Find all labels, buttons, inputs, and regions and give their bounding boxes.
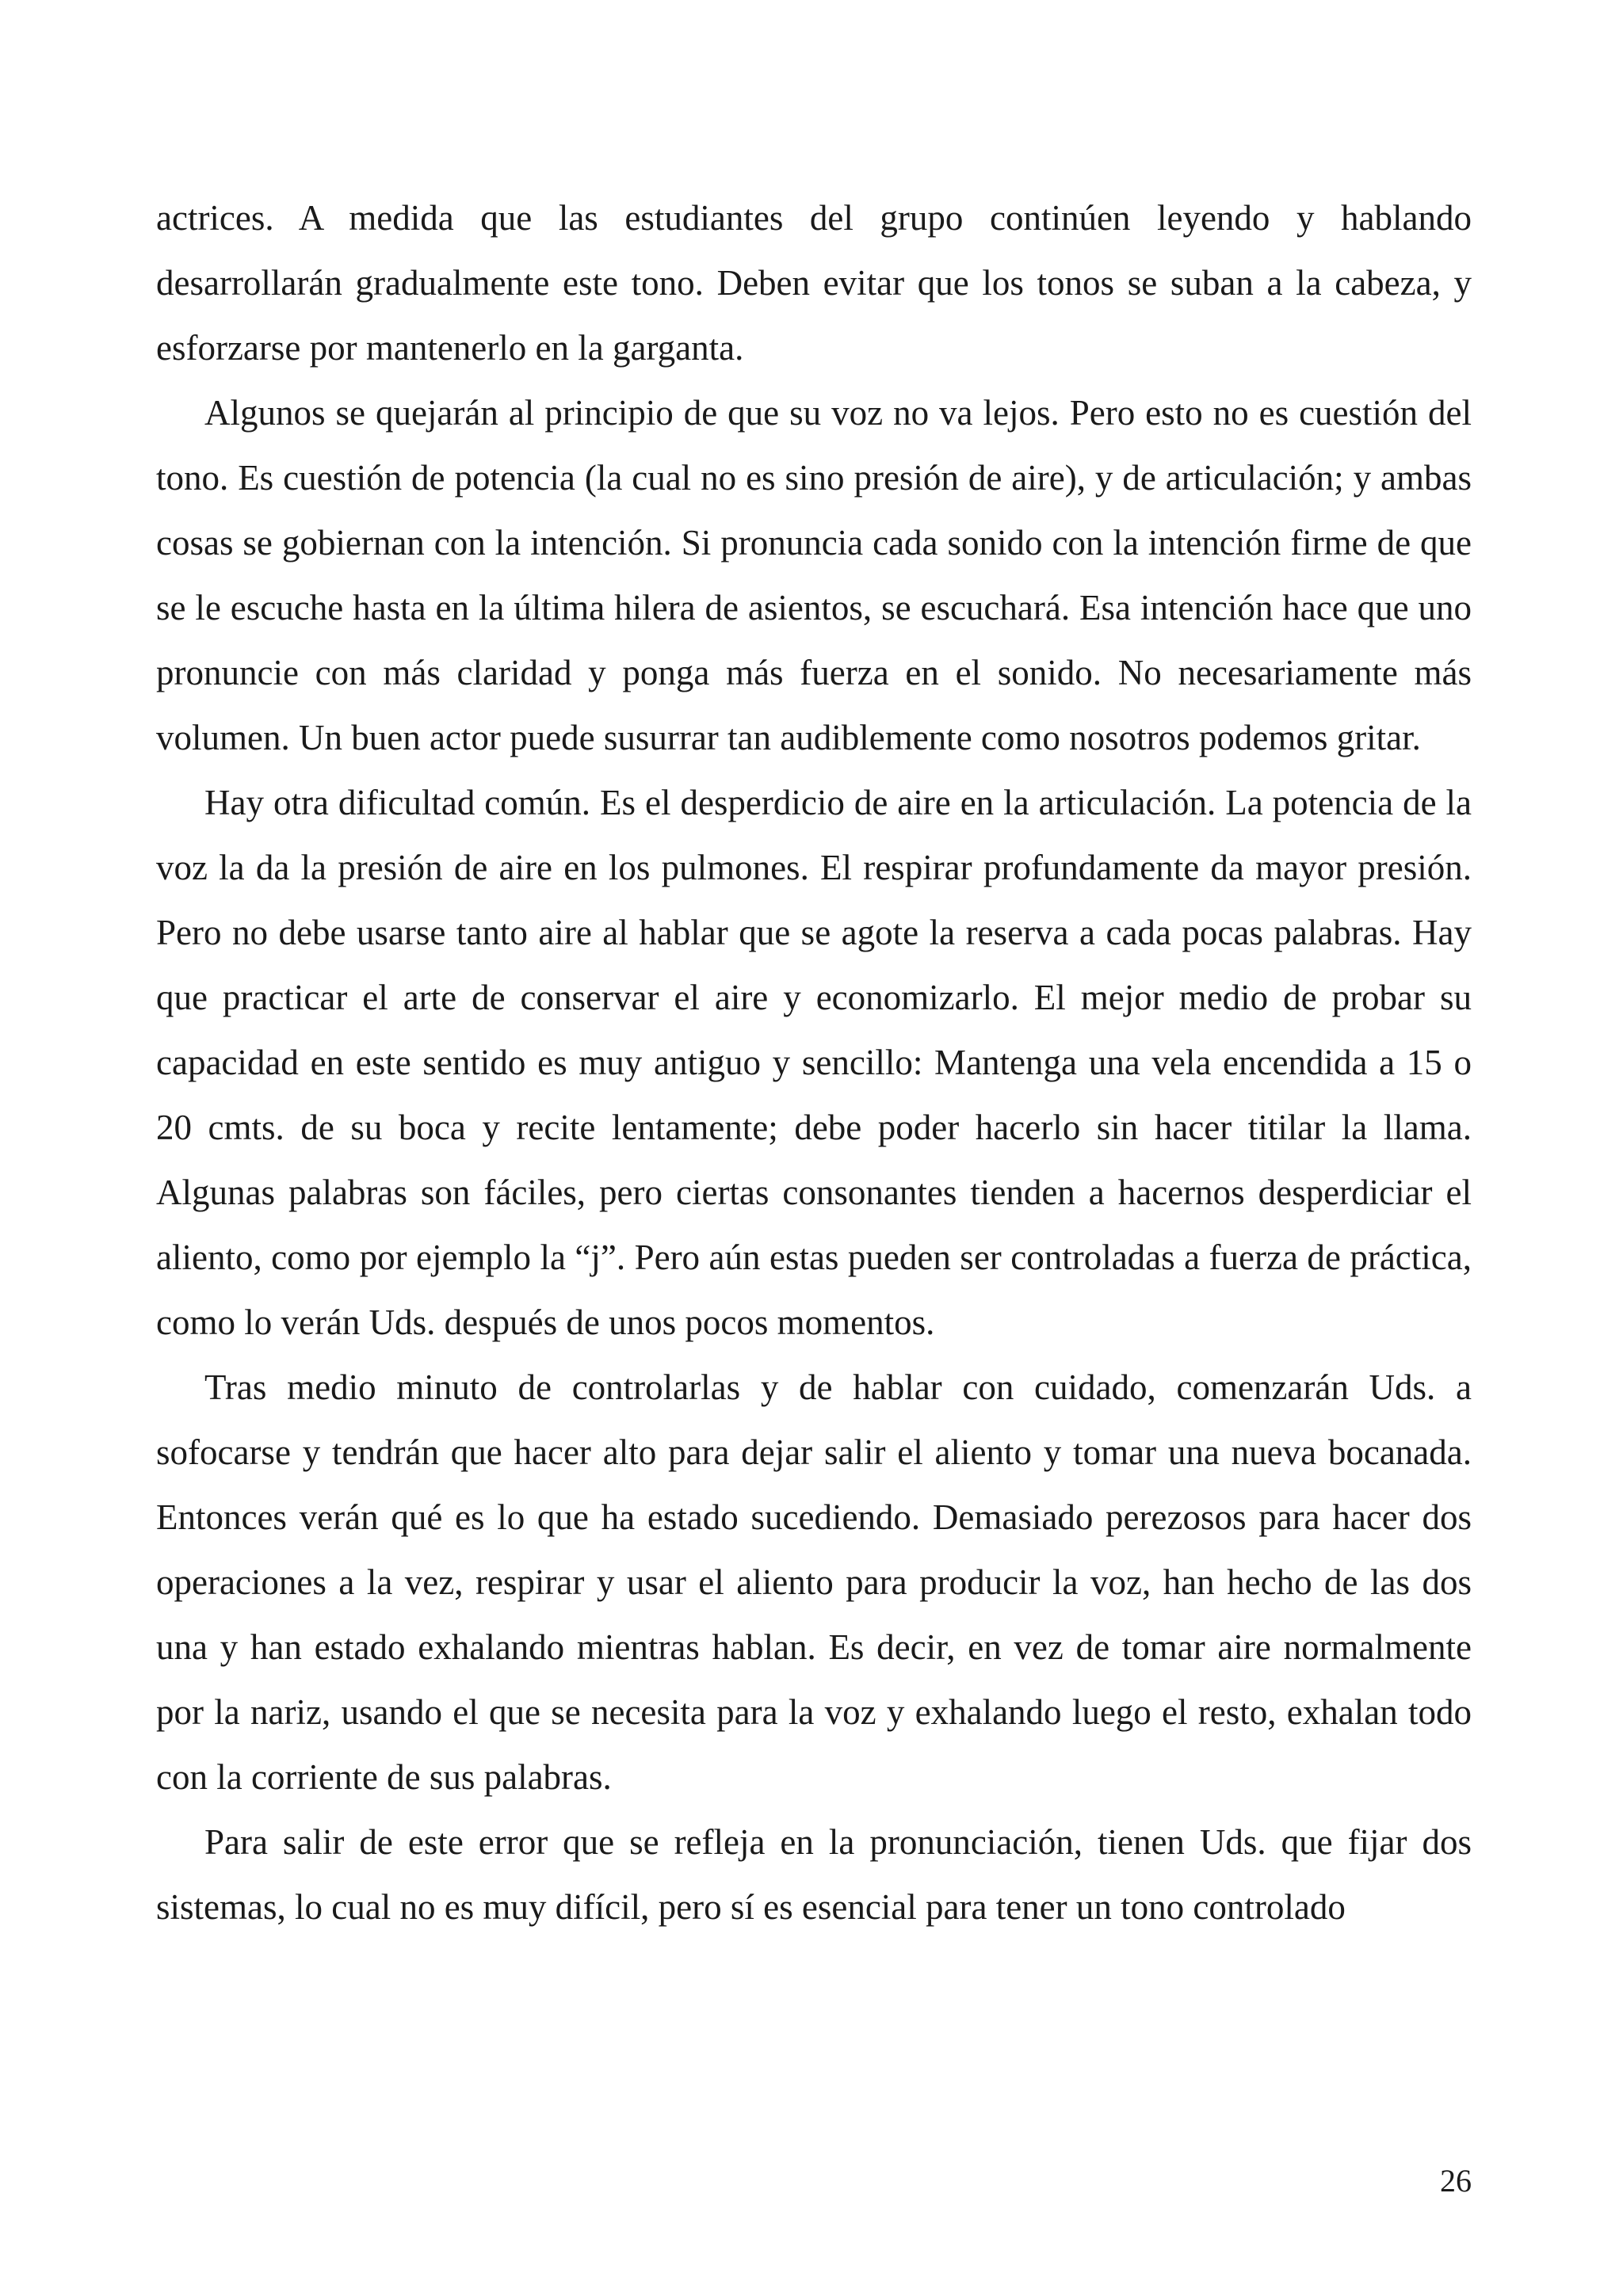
- page-number: 26: [1440, 2163, 1472, 2199]
- paragraph-1: actrices. A medida que las estudiantes del grupo continúen leyendo y hablando desarrollarán gradualmente este tono. Deben evitar que los tonos se suban a la cabeza, y esforzarse por mantenerlo en la garganta.: [156, 198, 1472, 368]
- paragraph-2: Algunos se quejarán al principio de que su voz no va lejos. Pero esto no es cuestión del tono. Es cuestión de potencia (la cual no es sino presión de aire), y de articulación; y ambas cosas se gobiernan con la intención. Si pronuncia cada sonido con la intención firme de que se le escuche hasta en la última hilera de asientos, se escuchará. Esa intención hace que uno pronuncie con más claridad y ponga más fuerza en el sonido. No necesariamente más volumen. Un buen actor puede susurrar tan audiblemente como nosotros podemos gritar.: [156, 393, 1472, 757]
- paragraph-3: Hay otra dificultad común. Es el desperdicio de aire en la articulación. La potencia de la voz la da la presión de aire en los pulmones. El respirar profundamente da mayor presión. Pero no debe usarse tanto aire al hablar que se agote la reserva a cada pocas palabras. Hay que practicar el arte de conservar el aire y economizarlo. El mejor medio de probar su capacidad en este sentido es muy antiguo y sencillo: Mantenga una vela encendida a 15 o 20 cmts. de su boca y recite lentamente; debe poder hacerlo sin hacer titilar la llama. Algunas palabras son fáciles, pero ciertas consonantes tienden a hacernos desperdiciar el aliento, como por ejemplo la “j”. Pero aún estas pueden ser controladas a fuerza de práctica, como lo verán Uds. después de unos pocos momentos.: [156, 783, 1472, 1342]
- body-text: [156, 185, 1472, 1939]
- paragraph-4: Tras medio minuto de controlarlas y de hablar con cuidado, comenzarán Uds. a sofocarse y tendrán que hacer alto para dejar salir el aliento y tomar una nueva bocanada. Entonces verán qué es lo que ha estado sucediendo. Demasiado perezosos para hacer dos operaciones a la vez, respirar y usar el aliento para producir la voz, han hecho de las dos una y han estado exhalando mientras hablan. Es decir, en vez de tomar aire normalmente por la nariz, usando el que se necesita para la voz y exhalando luego el resto, exhalan todo con la corriente de sus palabras.: [156, 1367, 1472, 1797]
- paragraph-5: Para salir de este error que se refleja en la pronunciación, tienen Uds. que fijar dos sistemas, lo cual no es muy difícil, pero sí es esencial para tener un tono controlado: [156, 1822, 1472, 1927]
